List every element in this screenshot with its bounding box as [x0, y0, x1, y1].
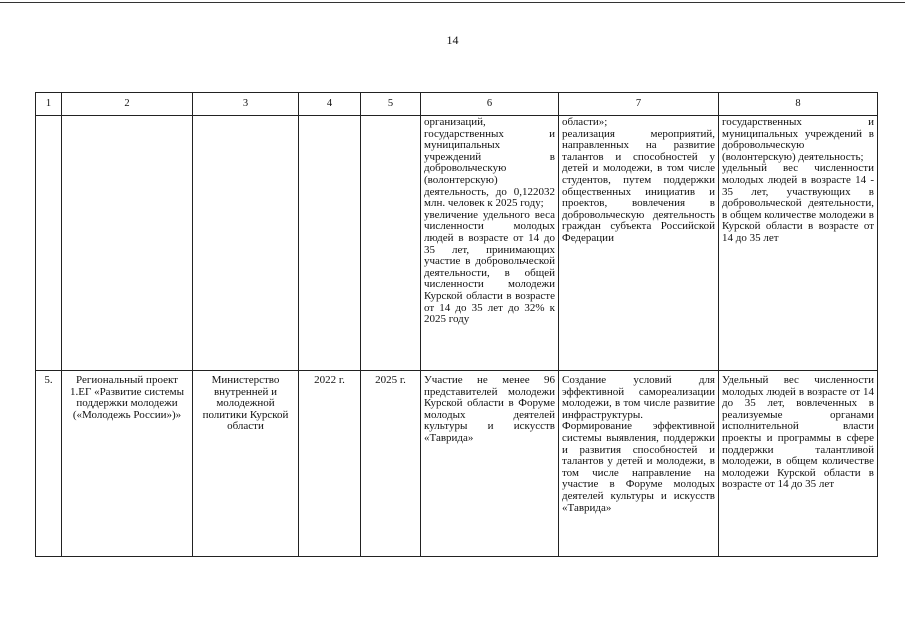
- header-cell-4: 4: [299, 93, 361, 116]
- project-name-cell: Региональный проект 1.ЕГ «Развитие системы поддержки молодежи («Молодежь России»)»: [62, 371, 193, 557]
- start-year-cell: 2022 г.: [299, 371, 361, 557]
- indicators-cell: Удельный вес численности молодых людей в возрасте от 14 до 35 лет, вовлеченных в реализуемые органами исполнительной власти проекты и программы в сфере поддержки талантливой молодежи, в общем количестве молодежи Курской области в возрасте от 14 до 35 лет: [719, 371, 878, 557]
- top-border-line: [0, 2, 905, 3]
- responsible-cell: Министерство внутренней и молодежной политики Курской области: [193, 371, 299, 557]
- measures-cell: Создание условий для эффективной самореализации молодежи, в том числе развитие инфраструктуры. Формирование эффективной системы выявления, поддержки и развития способностей и талантов у детей и молодежи, в том числе направление на участие в Форуме молодых деятелей культуры и искусств «Таврида»: [559, 371, 719, 557]
- row-number-cell: 5.: [36, 371, 62, 557]
- page-number: 14: [446, 33, 459, 47]
- header-cell-6: 6: [421, 93, 559, 116]
- table-row: [36, 116, 878, 371]
- result-cell: Участие не менее 96 представителей молодежи Курской области в Форуме молодых деятелей культуры и искусств «Таврида»: [421, 371, 559, 557]
- header-row: [36, 93, 878, 116]
- header-cell-8: 8: [719, 93, 878, 116]
- project-name-cell: [62, 116, 193, 371]
- measures-cell: области»; реализация мероприятий, направленных на развитие талантов и способностей у детей и молодежи, в том числе студентов, путем поддержки общественных инициатив и проектов, вовлечения в добровольческую деятельность граждан субъекта Российской Федерации: [559, 116, 719, 371]
- plan-table: [35, 92, 878, 557]
- end-year-cell: [361, 116, 421, 371]
- header-cell-1: 1: [36, 93, 62, 116]
- result-cell: организаций, государственных и муниципальных учреждений в добровольческую (волонтерскую) деятельность, до 0,122032 млн. человек к 2025 году; увеличение удельного веса численности молодых людей в возрасте от 14 до 35 лет, принимающих участие в добровольческой деятельности, в общей численности молодежи Курской области в возрасте от 14 до 35 лет до 32% к 2025 году: [421, 116, 559, 371]
- header-cell-2: 2: [62, 93, 193, 116]
- header-cell-3: 3: [193, 93, 299, 116]
- row-number-cell: [36, 116, 62, 371]
- start-year-cell: [299, 116, 361, 371]
- indicators-cell: государственных и муниципальных учреждений в добровольческую (волонтерскую) деятельность; удельный вес численности молодых людей в возрасте 14 - 35 лет, участвующих в добровольческой деятельности, в общем количестве молодежи в Курской области в возрасте от 14 до 35 лет: [719, 116, 878, 371]
- end-year-cell: 2025 г.: [361, 371, 421, 557]
- table-row: [36, 371, 878, 557]
- responsible-cell: [193, 116, 299, 371]
- header-cell-7: 7: [559, 93, 719, 116]
- header-cell-5: 5: [361, 93, 421, 116]
